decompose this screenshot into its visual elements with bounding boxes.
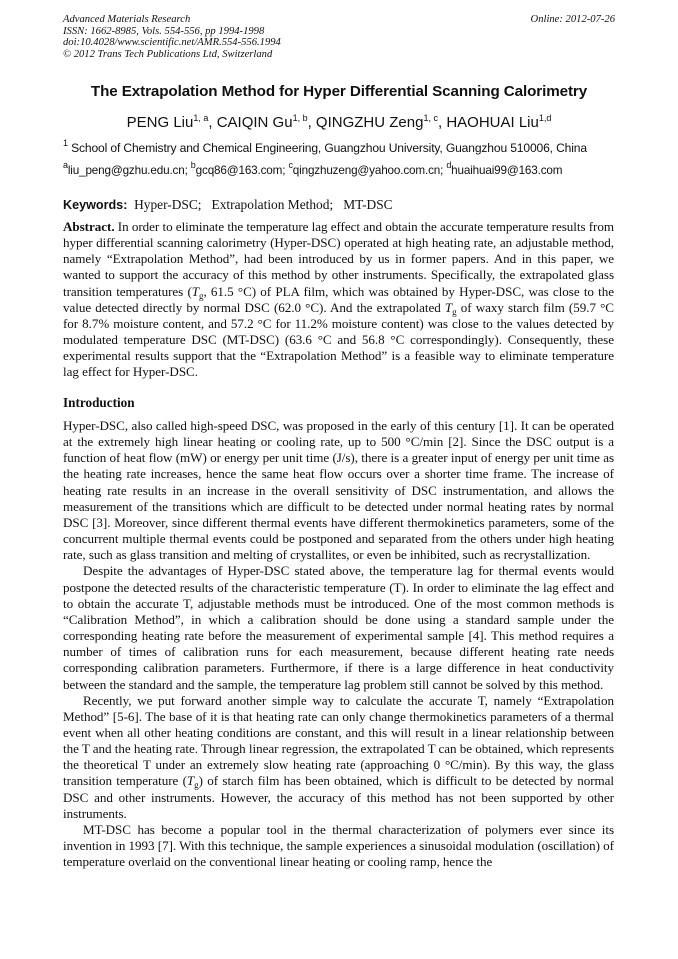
introduction-body (63, 418, 614, 870)
journal-header (63, 14, 615, 60)
keywords-label: Keywords: (63, 198, 128, 212)
abstract-text: In order to eliminate the temperature lag effect and obtain the accurate temperature results from hyper differential scanning calorimetry (Hyper-DSC) operated at high heating rate, an adjustable method, namely “Extrapolation Method”, had been introduced by us in former papers. And in this paper, we wanted to support the accuracy of this method by other instruments. Specifically, the extrapolated glass transition temperatures ( (63, 219, 614, 299)
abstract-text: of waxy starch film (59.7 °C for 8.7% moisture content, and 57.2 °C for 11.2% moisture content) was close to the values detected by modulated temperature DSC (MT-DSC) (63.6 °C and 56.8 °C correspondingly). Consequently, these experimental results support that the “Extrapolation Method” is a feasible way to eliminate temperature lag effect for Hyper-DSC. (63, 299, 614, 380)
author-name: HAOHUAI Liu (446, 114, 539, 131)
paragraph: Despite the advantages of Hyper-DSC stated above, the temperature lag for thermal events would postpone the detected results of the characteristic temperature (T). In order to eliminate the lag effect and to obtain the accurate T, adjustable methods must be introduced. One of the most common methods is “Calibration Method”, in which a calibration should be done using a standard sample under the corresponding heating rate before the measurement of experimental sample [4]. This method requires a number of times of calibration runs for each measurement, because different heating rate needs corresponding calibration parameters. Furthermore, if there is a large difference in heat conductivity between the standard and the sample, the temperature lag problem still cannot be solved by this method. (63, 563, 614, 692)
online-date: Online: 2012-07-26 (530, 14, 615, 25)
author-affil-mark: 1, b (292, 113, 308, 123)
paragraph-text: ) of starch film has been obtained, which is difficult to be detected by normal DSC and other instruments. However, the accuracy of this method has not been supported by other instruments. (63, 773, 614, 821)
email-mark: b (190, 160, 196, 170)
keywords-text: Hyper-DSC; Extrapolation Method; MT-DSC (134, 197, 393, 212)
tg-subscript: g (452, 306, 457, 317)
abstract-text: , 61.5 °C) of PLA film, which was obtained by Hyper-DSC, was close to the value detected directly by normal DSC (62.0 °C). And the extrapolated (63, 283, 614, 315)
author-name: QINGZHU Zeng (315, 114, 424, 131)
author-list: PENG Liu$^{1, a}$, CAIQIN Gu$^{1, b}$, QINGZHU Zeng$^{1, c}$, HAOHUAI Liu$^{1,d}$ (126, 113, 552, 131)
email-mark: c (288, 160, 293, 170)
paragraph: Hyper-DSC, also called high-speed DSC, was proposed in the early of this century [1]. It can be operated at the extremely high linear heating or cooling rate, up to 500 °C/min [2]. Since the DSC output is a function of heat flow (mW) or energy per unit time (J/s), there is a greater input of energy per unit time as the heating rate increases, hence the same heat flow occurs over a shorter time frame. The increase of heating rate results in an increase in the overall sensitivity of DSC instrumentation, and allows the measurement of the transitions which are difficult to be detected under normal heating rates by normal DSC [3]. Moreover, since different thermal events have different thermokinetics parameters, some of the concurrent multiple thermal events could be postponed and separated from the others under high heating rate, such as glass transition and melting of crystallites, or even be inhibited, such as recrystallization. (63, 418, 614, 563)
copyright-line: © 2012 Trans Tech Publications Ltd, Switzerland (63, 48, 273, 60)
email-mark: d (446, 160, 452, 170)
author-name: CAIQIN Gu (216, 114, 293, 131)
abstract (63, 219, 614, 381)
email-list (63, 160, 623, 177)
email-link[interactable]: gcq86@163.com; (195, 164, 289, 177)
doi-line: doi:10.4028/www.scientific.net/AMR.554-556.1994 (63, 37, 281, 49)
author-affil-mark: 1,d (538, 113, 552, 123)
abstract-label: Abstract. (63, 219, 115, 234)
tg-subscript: g (194, 780, 199, 791)
tg-symbol: T (191, 283, 200, 299)
affiliation (63, 138, 623, 155)
affil-mark: 1 (63, 138, 68, 148)
keywords (63, 197, 393, 213)
author-affil-mark: 1, c (423, 113, 438, 123)
tg-symbol: T (444, 299, 453, 315)
email-mark: a (63, 160, 68, 170)
email-link[interactable]: huaihuai99@163.com (451, 164, 563, 177)
section-heading-introduction: Introduction (63, 395, 135, 410)
paragraph-text: Recently, we put forward another simple way to calculate the accurate T, namely “Extrapolation Method” [5-6]. The base of it is that heating rate can only change thermokinetics parameters of a thermal event when all other heating conditions are constant, and this will result in a linear relationship between the T and the heating rate. Through linear regression, the extrapolated T can be obtained, which represents the theoretical T under an extremely slow heating rate (approaching 0 °C/min). By this way, the glass transition temperature ( (63, 692, 614, 789)
author-name: PENG Liu (126, 114, 194, 131)
paper-title: The Extrapolation Method for Hyper Differential Scanning Calorimetry (90, 83, 588, 100)
tg-symbol: T (186, 773, 195, 789)
author-affil-mark: 1, a (193, 113, 209, 123)
tg-subscript: g (199, 290, 204, 301)
issn-line: ISSN: 1662-8985, Vols. 554-556, pp 1994-1998 (63, 25, 265, 37)
journal-name: Advanced Materials Research (63, 14, 191, 25)
paragraph: MT-DSC has become a popular tool in the thermal characterization of polymers ever since its invention in 1993 [7]. With this technique, the sample experiences a sinusoidal modulation (oscillation) of temperature overlaid on the conventional linear heating or cooling ramp, hence the (63, 821, 614, 870)
affil-text: School of Chemistry and Chemical Engineering, Guangzhou University, Guangzhou 510006, China (71, 141, 587, 155)
email-link[interactable]: qingzhuzeng@yahoo.com.cn; (292, 164, 447, 177)
email-link[interactable]: liu_peng@gzhu.edu.cn; (67, 164, 191, 177)
paragraph (63, 693, 614, 822)
